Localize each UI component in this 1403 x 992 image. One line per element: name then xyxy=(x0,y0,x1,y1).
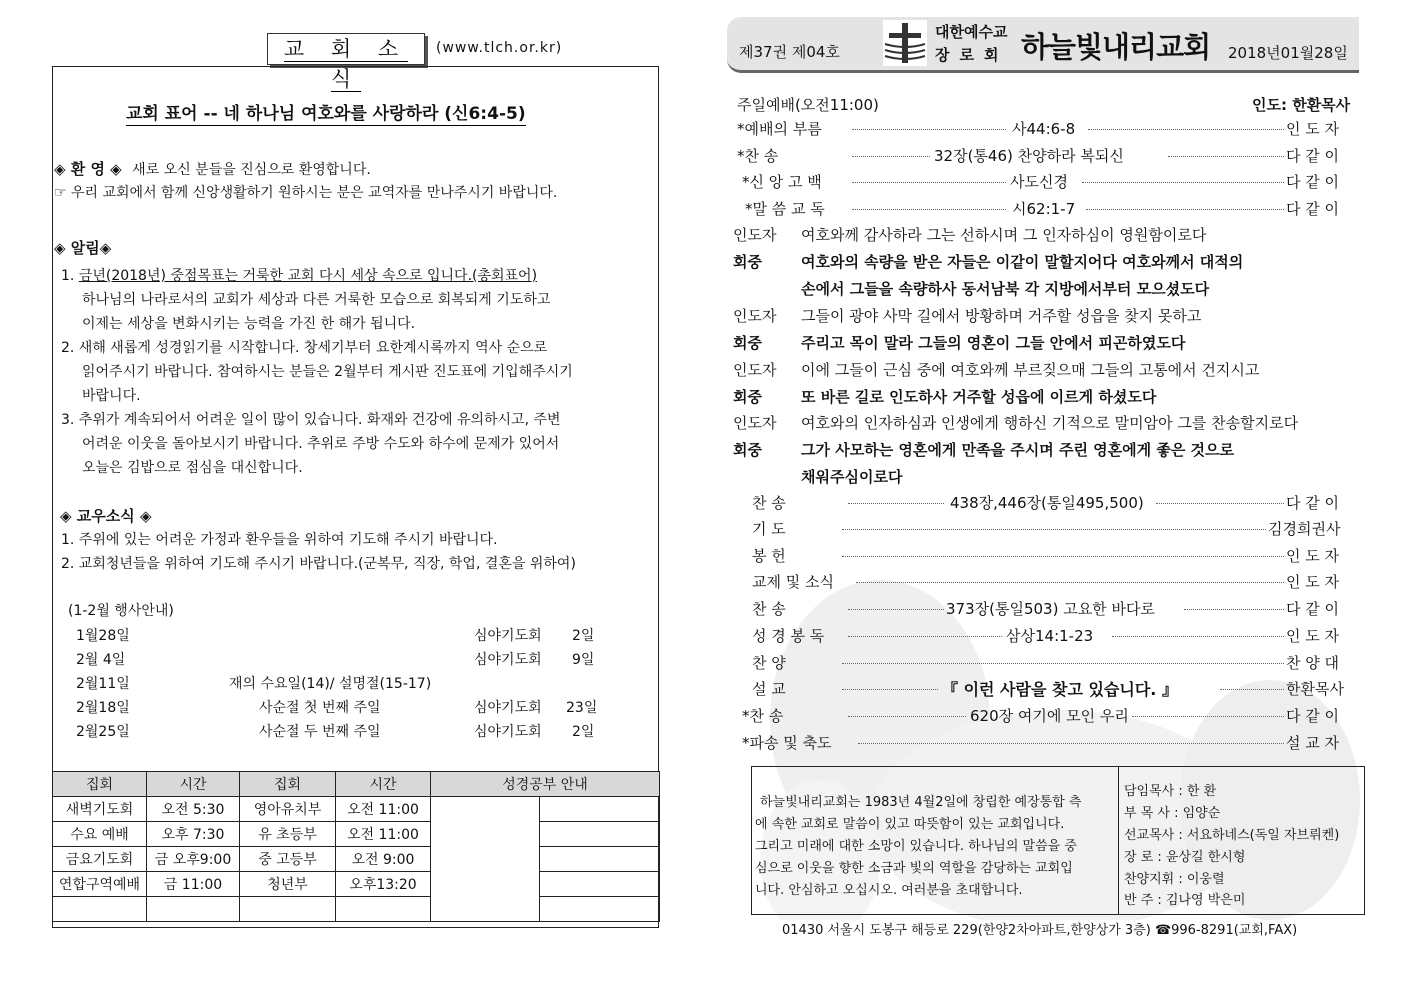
order-item-who: 설 교 자 xyxy=(1286,734,1340,752)
reading-line: 여호와께 감사하라 그는 선하시며 그 인자하심이 영원함이로다 xyxy=(801,226,1207,244)
welcome-note: ☞ 우리 교회에서 함께 신앙생활하기 원하시는 분은 교역자를 만나주시기 바랍니다. xyxy=(54,185,558,201)
intro-line: 심으로 이웃을 향한 소금과 빛의 역할을 감당하는 교회입 xyxy=(755,861,1073,876)
intro-line: 하늘빛내리교회는 1983년 4월2일에 창립한 예장통합 측 xyxy=(760,795,1082,810)
notice-line: 어려운 이웃을 돌아보시기 바랍니다. 추위로 주방 수도와 하수에 문제가 있어서 xyxy=(82,436,560,452)
col-header: 시간 xyxy=(147,772,240,797)
event-meeting: 심야기도회 xyxy=(474,700,542,716)
prayer-line: 2. 교회청년들을 위하여 기도해 주시기 바랍니다.(군복무, 직장, 학업, 결혼을 위하여) xyxy=(61,556,576,572)
order-item-who: 인 도 자 xyxy=(1286,627,1340,645)
staff-line: 찬양지휘 : 이웅렬 xyxy=(1124,872,1225,887)
notice-line: 읽어주시기 바랍니다. 참여하시는 분들은 2월부터 게시판 진도표에 기입해주시기 xyxy=(82,364,573,380)
order-item-name: 찬 송 xyxy=(752,600,786,618)
service-title: 주일예배(오전11:00) xyxy=(737,96,879,114)
order-item-who: 다 같 이 xyxy=(1286,600,1340,618)
event-desc: 사순절 두 번째 주일 xyxy=(259,724,381,740)
event-day: 9일 xyxy=(572,652,595,668)
sermon-title: 『 이런 사람을 찾고 있습니다. 』 xyxy=(942,680,1178,699)
order-item-name: 교제 및 소식 xyxy=(752,573,834,591)
order-item-name: *말 씀 교 독 xyxy=(745,200,825,218)
event-day: 2일 xyxy=(572,628,595,644)
event-date: 1월28일 xyxy=(76,628,130,644)
order-item-name: 성 경 봉 독 xyxy=(752,627,825,645)
newsletter-title: 교 회 소 식 xyxy=(267,33,425,65)
prayer-heading: ◈ 교우소식 ◈ xyxy=(60,507,152,525)
events-heading: (1-2월 행사안내) xyxy=(68,603,174,619)
notice-line: 2. 새해 새롭게 성경읽기를 시작합니다. 창세기부터 요한계시록까지 역사 순으로 xyxy=(61,340,548,356)
order-item-content: 32장(통46) 찬양하라 복되신 xyxy=(934,147,1124,165)
col-header: 시간 xyxy=(336,772,431,797)
event-meeting: 심야기도회 xyxy=(474,724,542,740)
table-header-row xyxy=(53,772,660,797)
notice-line: 이제는 세상을 변화시키는 능력을 가진 한 해가 됩니다. xyxy=(82,316,416,332)
order-item-name: *찬 송 xyxy=(737,147,779,165)
order-item-content: 620장 여기에 모인 우리 xyxy=(970,707,1129,725)
order-item-content: 삼상14:1-23 xyxy=(1006,627,1094,645)
staff-line: 장 로 : 윤상길 한시형 xyxy=(1124,850,1246,865)
notice-line: 1. 금년(2018년) 중점목표는 거룩한 교회 다시 세상 속으로 입니다.(총회표어) xyxy=(61,268,538,284)
order-item-name: *예배의 부름 xyxy=(737,120,822,138)
order-item-who: 다 같 이 xyxy=(1286,200,1340,218)
event-date: 2월 4일 xyxy=(76,652,126,668)
order-item-content: 사도신경 xyxy=(1010,173,1068,191)
staff-line: 담임목사 : 한 환 xyxy=(1124,784,1217,799)
order-item-name: *찬 송 xyxy=(742,707,784,725)
order-item-who: 인 도 자 xyxy=(1286,573,1340,591)
reading-line: 그가 사모하는 영혼에게 만족을 주시며 주린 영혼에게 좋은 것으로 xyxy=(801,441,1235,459)
order-item-name: 봉 헌 xyxy=(752,547,786,565)
event-day: 2일 xyxy=(572,724,595,740)
event-day: 23일 xyxy=(566,700,598,716)
bulletin-date: 2018년01월28일 xyxy=(1228,44,1348,62)
order-item-who: 인 도 자 xyxy=(1286,547,1340,565)
notice-line: 오늘은 김밥으로 점심을 대신합니다. xyxy=(82,460,303,476)
notice-line: 3. 추위가 계속되어서 어려운 일이 많이 있습니다. 화재와 건강에 유의하시고, 주변 xyxy=(61,412,561,428)
order-item-content: 438장,446장(통일495,500) xyxy=(950,494,1144,512)
church-name: 하늘빛내리교회 xyxy=(1021,30,1211,64)
order-item-name: 설 교 xyxy=(752,680,786,698)
event-meeting: 심야기도회 xyxy=(474,628,542,644)
order-item-content: 시62:1-7 xyxy=(1012,200,1076,218)
reading-line: 또 바른 길로 인도하사 거주할 성읍에 이르게 하셨도다 xyxy=(801,388,1157,406)
order-item-content: 사44:6-8 xyxy=(1012,120,1076,138)
table-row: 금요기도회 금 오후9:00 중 고등부 오전 9:00 xyxy=(53,847,660,872)
col-header: 성경공부 안내 xyxy=(431,772,660,797)
staff-line: 부 목 사 : 임양순 xyxy=(1124,806,1221,821)
reading-line: 이에 그들이 근심 중에 여호와께 부르짖으매 그들의 고통에서 건지시고 xyxy=(801,361,1260,379)
welcome-heading: ◈ 환 영 ◈ xyxy=(54,160,122,178)
event-desc: 재의 수요일(14)/ 설명절(15-17) xyxy=(229,676,432,692)
col-header: 집회 xyxy=(53,772,147,797)
event-date: 2월18일 xyxy=(76,700,130,716)
order-item-name: 찬 양 xyxy=(752,654,786,672)
order-item-name: 찬 송 xyxy=(752,494,786,512)
intro-line: 에 속한 교회로 말씀이 있고 따뜻함이 있는 교회입니다. xyxy=(755,817,1065,832)
reading-line: 손에서 그들을 속량하사 동서남북 각 지방에서부터 모으셨도다 xyxy=(801,280,1210,298)
reading-line: 주리고 목이 말라 그들의 영혼이 그들 안에서 피곤하였도다 xyxy=(801,334,1186,352)
meeting-schedule-table xyxy=(52,771,660,922)
denomination-line2: 장로회 xyxy=(935,46,1009,64)
cross-logo-icon xyxy=(883,20,927,66)
intro-line: 그리고 미래에 대한 소망이 있습니다. 하나님의 말씀을 중 xyxy=(755,839,1077,854)
reading-speaker: 회중 xyxy=(733,253,762,271)
table-row: 수요 예배 오후 7:30 유 초등부 오전 11:00 xyxy=(53,822,660,847)
welcome-text: 새로 오신 분들을 진심으로 환영합니다. xyxy=(132,162,371,178)
info-divider xyxy=(1118,766,1119,914)
reading-speaker: 인도자 xyxy=(733,414,777,432)
order-item-who: 다 같 이 xyxy=(1286,707,1340,725)
denomination-line1: 대한예수교 xyxy=(935,23,1008,41)
order-item-name: *파송 및 축도 xyxy=(742,734,832,752)
order-item-name: *신 앙 고 백 xyxy=(742,173,822,191)
notice-line: 바랍니다. xyxy=(82,388,141,404)
church-motto: 교회 표어 -- 네 하나님 여호와를 사랑하라 (신6:4-5) xyxy=(126,99,526,126)
event-date: 2월25일 xyxy=(76,724,130,740)
order-item-who: 다 같 이 xyxy=(1286,494,1340,512)
volume-number: 제37권 제04호 xyxy=(739,43,840,61)
order-item-who: 김경희권사 xyxy=(1268,520,1341,538)
col-header: 집회 xyxy=(240,772,336,797)
church-address: 01430 서울시 도봉구 해등로 229(한양2차아파트,한양상가 3층) ☎996-8291(교회,FAX) xyxy=(782,923,1298,938)
reading-line: 여호와의 인자하심과 인생에게 행하신 기적으로 말미암아 그를 찬송할지로다 xyxy=(801,414,1299,432)
order-item-who: 인 도 자 xyxy=(1286,120,1340,138)
reading-speaker: 회중 xyxy=(733,334,762,352)
table-row: 새벽기도회 오전 5:30 영아유치부 오전 11:00 xyxy=(53,797,660,822)
reading-speaker: 인도자 xyxy=(733,307,777,325)
event-meeting: 심야기도회 xyxy=(474,652,542,668)
event-desc: 사순절 첫 번째 주일 xyxy=(259,700,381,716)
order-item-who: 찬 양 대 xyxy=(1286,654,1340,672)
table-row: 연합구역예배 금 11:00 청년부 오후13:20 xyxy=(53,872,660,897)
intro-line: 니다. 안심하고 오십시오. 여러분을 초대합니다. xyxy=(755,883,1023,898)
reading-line: 그들이 광야 사막 길에서 방황하며 거주할 성읍을 찾지 못하고 xyxy=(801,307,1202,325)
service-leader: 인도: 한환목사 xyxy=(1252,96,1351,114)
notice-heading: ◈ 알림◈ xyxy=(54,239,112,257)
order-item-who: 다 같 이 xyxy=(1286,173,1340,191)
order-item-who: 다 같 이 xyxy=(1286,147,1340,165)
reading-speaker: 인도자 xyxy=(733,361,777,379)
notice-line: 하나님의 나라로서의 교회가 세상과 다른 거룩한 모습으로 회복되게 기도하고 xyxy=(82,292,551,308)
event-date: 2월11일 xyxy=(76,676,130,692)
order-item-name: 기 도 xyxy=(752,520,786,538)
reading-speaker: 인도자 xyxy=(733,226,777,244)
reading-speaker: 회중 xyxy=(733,388,762,406)
staff-line: 선교목사 : 서요하네스(독일 자브뤼켄) xyxy=(1124,828,1340,843)
order-item-content: 373장(통일503) 고요한 바다로 xyxy=(946,600,1155,618)
reading-line: 채워주심이로다 xyxy=(801,468,903,486)
order-item-who: 한환목사 xyxy=(1286,680,1344,698)
prayer-line: 1. 주위에 있는 어려운 가정과 환우들을 위하여 기도해 주시기 바랍니다. xyxy=(61,532,498,548)
staff-line: 반 주 : 김나영 박은미 xyxy=(1124,893,1246,908)
reading-line: 여호와의 속량을 받은 자들은 이같이 말할지어다 여호와께서 대적의 xyxy=(801,253,1244,271)
website-url[interactable]: (www.tlch.or.kr) xyxy=(436,40,563,56)
welcome-section xyxy=(54,158,371,179)
reading-speaker: 회중 xyxy=(733,441,762,459)
table-row xyxy=(53,897,660,922)
